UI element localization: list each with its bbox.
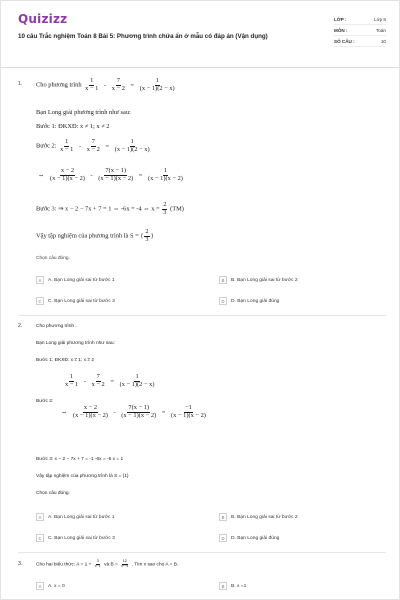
option-key-box: D bbox=[219, 297, 227, 305]
fraction: $\frac{7}{x - 2}$ bbox=[91, 373, 105, 388]
option-key-box: A bbox=[36, 582, 44, 590]
option-key-box: A bbox=[36, 513, 44, 521]
fraction: $\frac{1}{(x - 1)(2 - x)}$ bbox=[114, 138, 150, 153]
fraction: $\frac{x - 2}{(x - 1)(x - 2)}$ bbox=[73, 404, 108, 419]
q2-step2-line1: $\frac{1}{x - 1}$ - $\frac{7}{x - 2}$ = $\frac{1}{(x - 1)(2 - x)}$ bbox=[65, 373, 155, 388]
document-title: 10 câu Trắc nghiệm Toán 8 Bài 5: Phương trình chứa ẩn ở mẫu có đáp án (Vận dụng) bbox=[18, 33, 268, 40]
fraction: $\frac{-1}{(x - 1)(x - 2)}$ bbox=[171, 404, 206, 419]
meta-row-subject bbox=[334, 25, 386, 36]
quizizz-logo: Quizizz bbox=[18, 12, 68, 26]
q1-step2: Bước 2: $\frac{1}{x - 1}$ - $\frac{7}{x - 2}$ = $\frac{1}{(x - 1)(2 - x)}$ bbox=[36, 138, 150, 153]
q1-option-b[interactable] bbox=[219, 276, 298, 284]
meta-label: MÔN : bbox=[334, 27, 348, 33]
q3-option-a[interactable] bbox=[36, 582, 65, 590]
q2-step2-label: Bước 2: bbox=[36, 399, 54, 404]
q3-stem: Cho hai biểu thức: A = 1 + $\frac{3}{x-1}$ và B = $\frac{12}{\text{x²−4}}$ . Tìm x sao cho A = B. bbox=[36, 559, 179, 568]
option-text: A. Bạn Long giải sai từ bước 1 bbox=[48, 277, 115, 283]
q2-step2-line2: ⇔ $\frac{x - 2}{(x - 1)(x - 2)}$ - $\frac{7(x - 1)}{(x - 1)(x - 2)}$ = $\frac{-1}{(x - 1)(x - 2)}$ bbox=[61, 404, 206, 419]
option-key-box: C bbox=[36, 297, 44, 305]
q2-intro: Bạn Long giải phương trình như sau: bbox=[36, 341, 115, 346]
option-text: D. Bạn Long giải đúng bbox=[231, 298, 280, 304]
q1-intro: Bạn Long giải phương trình như sau: bbox=[36, 109, 131, 116]
question-number: 2. bbox=[18, 323, 23, 329]
q2-option-d[interactable] bbox=[219, 534, 279, 542]
q1-stem: Cho phương trình $\frac{1}{x - 1}$ - $\frac{7}{x - 2}$ = $\frac{1}{(x - 1)(2 - x)}$ bbox=[36, 77, 175, 92]
q2-prompt: Chọn câu đúng. bbox=[36, 491, 70, 496]
fraction: $\frac{1}{(x - 1)(x - 2)}$ bbox=[148, 167, 183, 182]
q2-option-a[interactable] bbox=[36, 513, 115, 521]
fraction: $\frac{3}{x-1}$ bbox=[94, 559, 101, 568]
option-text: B. Bạn Long giải sai từ bước 2 bbox=[231, 277, 298, 283]
meta-panel bbox=[334, 14, 386, 47]
q2-step1: Bước 1: ĐKXĐ: x ≠ 1; x ≠ 2 bbox=[36, 358, 95, 363]
option-key-box: B bbox=[219, 513, 227, 521]
question-number: 1. bbox=[18, 81, 23, 87]
option-text: C. Bạn Long giải sai từ bước 3 bbox=[48, 298, 115, 304]
fraction: $\frac{1}{(x - 1)(2 - x)}$ bbox=[119, 373, 155, 388]
meta-row-count bbox=[334, 36, 386, 47]
fraction: $\frac{7}{x - 2}$ bbox=[111, 77, 125, 92]
meta-row-class bbox=[334, 14, 386, 25]
q3-option-b[interactable] bbox=[219, 582, 246, 590]
meta-label: SỐ CÂU : bbox=[334, 38, 355, 44]
option-text: C. Bạn Long giải sai từ bước 3 bbox=[48, 535, 115, 541]
question-divider bbox=[18, 552, 386, 553]
meta-value: Toán bbox=[376, 27, 386, 33]
q1-prompt: Chọn câu đúng. bbox=[36, 256, 70, 261]
fraction: $\frac{2}{3}$ bbox=[145, 228, 149, 243]
q1-step3: Bước 3: ⇒ x − 2 − 7x + 7 = 1 ⇔ -6x = -4 ⇔ x = $\frac{2}{3}$ (TM) bbox=[36, 201, 184, 216]
fraction: $\frac{1}{x - 1}$ bbox=[60, 138, 74, 153]
fraction: $\frac{7}{x - 2}$ bbox=[86, 138, 100, 153]
option-text: B. Bạn Long giải sai từ bước 2 bbox=[231, 514, 298, 520]
q1-conclusion: Vậy tập nghiệm của phương trình là S = { $\frac{2}{3}$ } bbox=[36, 228, 154, 243]
fraction: $\frac{12}{\text{x²−4}}$ bbox=[121, 559, 129, 568]
fraction: $\frac{1}{x - 1}$ bbox=[65, 373, 79, 388]
question-number: 3. bbox=[18, 561, 23, 567]
q1-step2-line2: ⇔ $\frac{x - 2}{(x - 1)(x - 2)}$ - $\frac{7(x - 1)}{(x - 1)(x - 2)}$ = $\frac{1}{(x - 1)(x - 2)}$ bbox=[38, 167, 183, 182]
fraction: $\frac{7(x - 1)}{(x - 1)(x - 2)}$ bbox=[121, 404, 157, 419]
header-divider bbox=[1, 67, 400, 68]
q1-step1: Bước 1: ĐKXĐ: x ≠ 1; x ≠ 2 bbox=[36, 123, 110, 130]
q2-option-c[interactable] bbox=[36, 534, 115, 542]
option-key-box: B bbox=[219, 276, 227, 284]
option-text: A. x = 0 bbox=[48, 583, 65, 589]
q2-conclusion: Vậy tập nghiệm của phương trình là S = {1} bbox=[36, 474, 129, 479]
fraction: $\frac{1}{x - 1}$ bbox=[85, 77, 99, 92]
option-key-box: A bbox=[36, 276, 44, 284]
q1-option-c[interactable] bbox=[36, 297, 115, 305]
q1-option-d[interactable] bbox=[219, 297, 279, 305]
fraction: $\frac{2}{3}$ bbox=[163, 201, 167, 216]
option-text: D. Bạn Long giải đúng bbox=[231, 535, 280, 541]
meta-value: Lớp 8 bbox=[374, 16, 386, 22]
fraction: $\frac{1}{(x - 1)(2 - x)}$ bbox=[139, 77, 175, 92]
option-key-box: C bbox=[36, 534, 44, 542]
question-divider bbox=[18, 315, 386, 316]
meta-value: 10 bbox=[380, 38, 386, 44]
q2-stem: Cho phương trình . bbox=[36, 324, 77, 329]
q2-option-b[interactable] bbox=[219, 513, 298, 521]
meta-label: LỚP : bbox=[334, 16, 347, 22]
option-text: B. x =1 bbox=[231, 583, 247, 589]
option-key-box: D bbox=[219, 534, 227, 542]
q2-step3: Bước 3: x − 2 − 7x + 7 = -1 -6x = -6 x = 1 bbox=[36, 457, 124, 462]
q1-stem-prefix: Cho phương trình bbox=[36, 81, 82, 89]
option-key-box: B bbox=[219, 582, 227, 590]
fraction: $\frac{7(x - 1)}{(x - 1)(x - 2)}$ bbox=[98, 167, 134, 182]
fraction: $\frac{x - 2}{(x - 1)(x - 2)}$ bbox=[50, 167, 85, 182]
q1-option-a[interactable] bbox=[36, 276, 115, 284]
option-text: A. Bạn Long giải sai từ bước 1 bbox=[48, 514, 115, 520]
